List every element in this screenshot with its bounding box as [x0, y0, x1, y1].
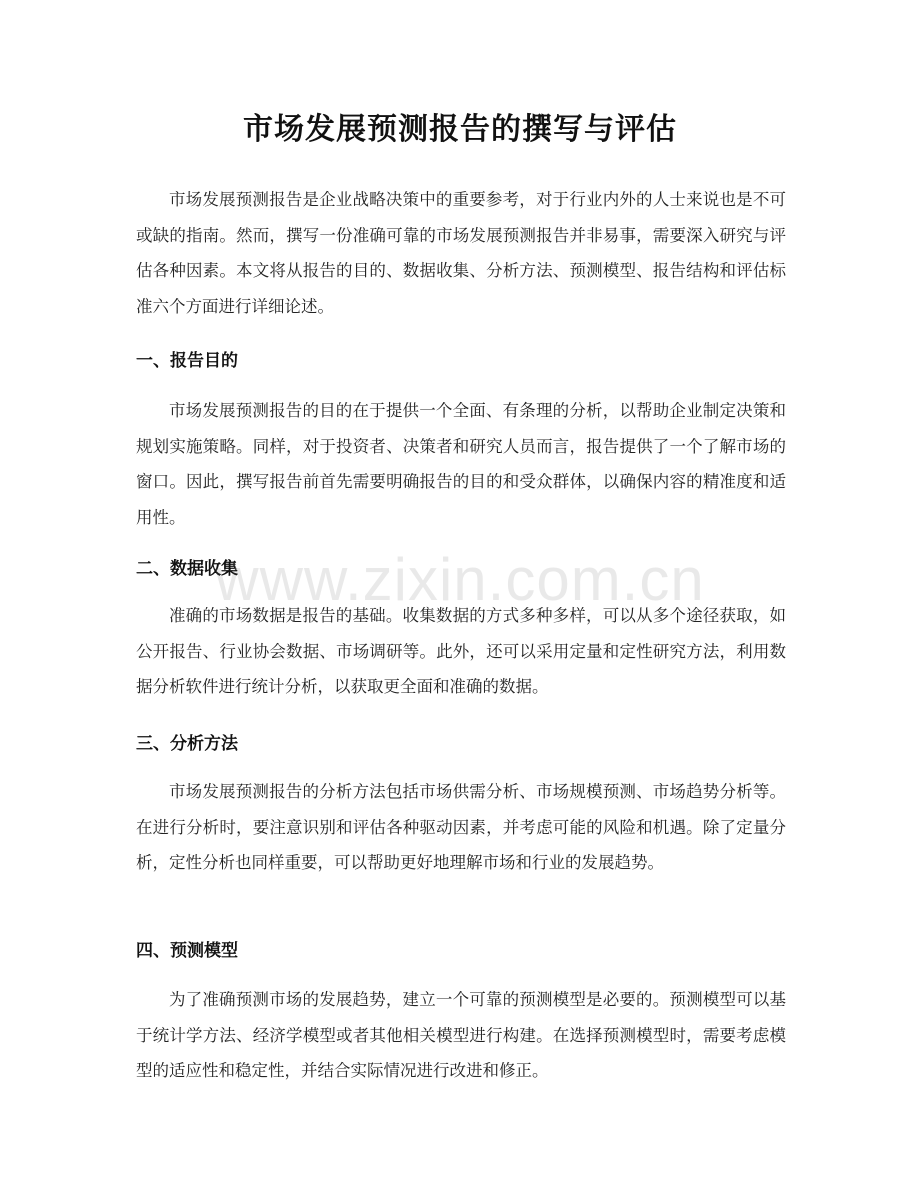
page-title: 市场发展预测报告的撰写与评估: [243, 112, 677, 147]
section-body-purpose: 市场发展预测报告的目的在于提供一个全面、有条理的分析，以帮助企业制定决策和规划实施策略。同样，对于投资者、决策者和研究人员而言，报告提供了一个了解市场的窗口。因此，撰写报告前首先需要明确报告的目的和受众群体，以确保内容的精准度和适用性。: [136, 401, 786, 527]
watermark-text: www.zixin.com.cn: [215, 546, 705, 613]
section-heading-analysis-methods: 三、分析方法: [136, 734, 238, 754]
section-body-analysis-methods: 市场发展预测报告的分析方法包括市场供需分析、市场规模预测、市场趋势分析等。在进行分析时，要注意识别和评估各种驱动因素，并考虑可能的风险和机遇。除了定量分析，定性分析也同样重要，可以帮助更好地理解市场和行业的发展趋势。: [136, 782, 786, 872]
section-body-data-collection: 准确的市场数据是报告的基础。收集数据的方式多种多样，可以从多个途径获取，如公开报告、行业协会数据、市场调研等。此外，还可以采用定量和定性研究方法，利用数据分析软件进行统计分析，以获取更全面和准确的数据。: [136, 606, 786, 696]
section-heading-data-collection: 二、数据收集: [136, 559, 238, 579]
section-body-forecast-model: 为了准确预测市场的发展趋势，建立一个可靠的预测模型是必要的。预测模型可以基于统计学方法、经济学模型或者其他相关模型进行构建。在选择预测模型时，需要考虑模型的适应性和稳定性，并结合实际情况进行改进和修正。: [136, 990, 786, 1080]
section-heading-forecast-model: 四、预测模型: [136, 941, 238, 961]
intro-paragraph: 市场发展预测报告是企业战略决策中的重要参考，对于行业内外的人士来说也是不可或缺的指南。然而，撰写一份准确可靠的市场发展预测报告并非易事，需要深入研究与评估各种因素。本文将从报告的目的、数据收集、分析方法、预测模型、报告结构和评估标准六个方面进行详细论述。: [136, 190, 786, 316]
section-heading-purpose: 一、报告目的: [136, 351, 238, 371]
